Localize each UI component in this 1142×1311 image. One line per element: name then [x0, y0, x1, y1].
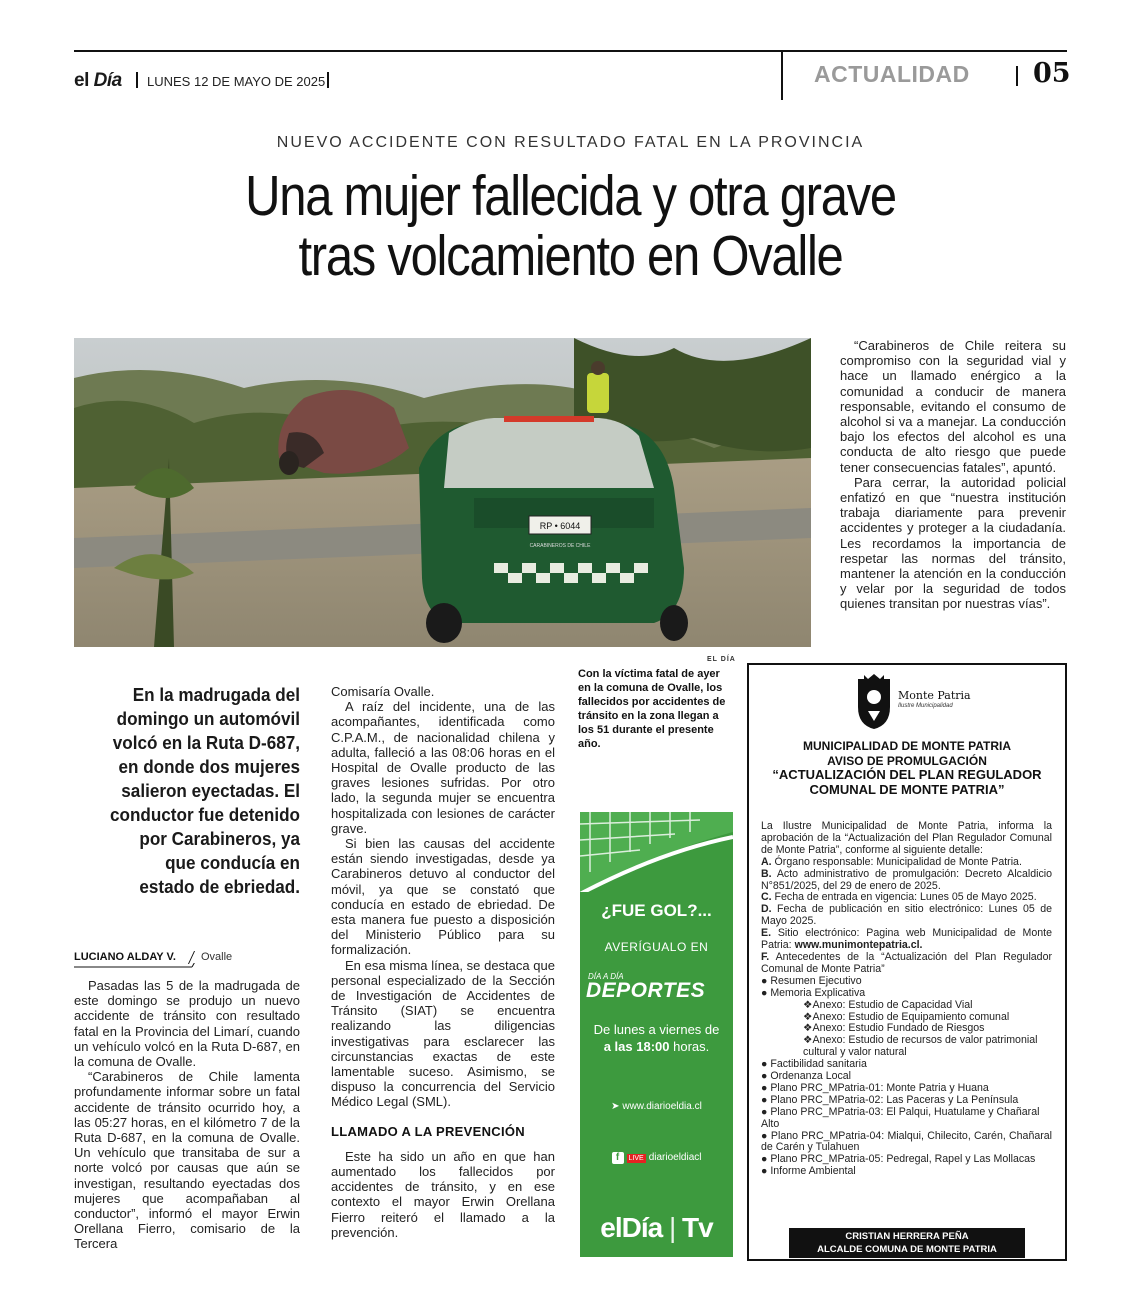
article-lead: En la madrugada del domingo un automóvil volcó en la Ruta D-687, en donde dos mujeres salieron eyectadas. El conductor fue detenido por Carabineros, ya que conducía en estado de ebriedad. — [110, 685, 301, 897]
bullet-item: ● Ordenanza Local — [761, 1070, 852, 1083]
annex-item: ❖Anexo: Estudio de Equipamiento comunal — [803, 1010, 1010, 1023]
ad-social-handle: diarioeldiacl — [648, 1152, 702, 1163]
photo-caption: Con la víctima fatal de ayer en la comuna de Ovalle, los fallecidos por accidentes de tránsito en la zona llegan a los 51 durante el presente año. — [578, 668, 726, 750]
net-graphic — [580, 812, 733, 892]
subheading: LLAMADO A LA PREVENCIÓN — [331, 1123, 525, 1139]
notice-item: F. Antecedentes de la “Actualización del Plan Regulador Comunal de Monte Patria” — [761, 950, 1052, 975]
ad-footer-brand: elDía | Tv — [600, 1212, 713, 1243]
bullet-item: ● Plano PRC_MPatria-05: Pedregal, Rapel y Las Mollacas — [761, 1153, 1036, 1166]
kicker: NUEVO ACCIDENTE CON RESULTADO FATAL EN LA PROVINCIA — [276, 134, 865, 151]
annex-item: ❖Anexo: Estudio de Capacidad Vial — [803, 998, 973, 1011]
bullet-item: ● Resumen Ejecutivo — [761, 974, 862, 987]
notice-title — [749, 739, 1065, 797]
notice-item: E. Sitio electrónico: Pagina web Municipalidad de Monte Patria: www.munimontepatria.cl. — [761, 927, 1052, 952]
paragraph: A raíz del incidente, una de las acompañantes, identificada como C.P.A.M., de nacionalidad chilena y adulta, falleció a las 08:06 horas en el Hospital de Ovalle producto de las graves lesiones sufridas. Por otro lado, la segunda mujer se encuentra hospitalizada con lesiones de carácter grave. — [331, 699, 555, 836]
issue-date: LUNES 12 DE MAYO DE 2025 — [147, 74, 326, 89]
notice-item: C. Fecha de entrada en vigencia: Lunes 05 de Mayo 2025. — [761, 891, 1037, 904]
page-number: 05 — [1033, 58, 1071, 89]
photo-credit: EL DÍA — [707, 656, 736, 663]
notice-item: D. Fecha de publicación en sitio electrónico: Lunes 05 de Mayo 2025. — [761, 903, 1052, 928]
bullet-item: ● Plano PRC_MPatria-02: Las Paceras y La Península — [761, 1093, 1019, 1106]
body-column-1 — [74, 978, 300, 1252]
byline-rule — [74, 963, 204, 977]
live-badge: LIVE — [628, 1155, 644, 1162]
annex-item: ❖Anexo: Estudio Fundado de Riesgos — [803, 1022, 985, 1035]
bullet-item: ● Informe Ambiental — [761, 1165, 856, 1178]
ad-social[interactable] — [580, 1152, 733, 1164]
ad-schedule-time: a las 18:00 — [603, 1039, 670, 1054]
facebook-icon: f — [612, 1152, 624, 1164]
headline-line-2: tras volcamiento en Ovalle — [298, 224, 843, 288]
bullet-item: ● Plano PRC_MPatria-01: Monte Patria y Huana — [761, 1081, 989, 1094]
paragraph: Para cerrar, la autoridad policial enfatizó en que “nuestra institución trabaja diariamente para prevenir accidentes y proteger a la ciudadanía. Les recordamos la importancia de respetar las normas del tránsito, mantener la atención en la conducción y velar por la seguridad de todos quienes transitan por nuestras vías”. — [840, 474, 1066, 612]
notice-item: B. Acto administrativo de promulgación: Decreto Alcaldicio N°851/2025, del 29 de enero de 2025. — [761, 867, 1053, 892]
ad-headline: ¿FUE GOL?... — [601, 901, 712, 920]
ad-schedule-text: horas. — [673, 1039, 710, 1054]
notice-website-link[interactable]: www.munimontepatria.cl. — [794, 939, 923, 952]
article-photo — [74, 338, 811, 647]
ad-website-text: www.diarioeldia.cl — [622, 1101, 702, 1112]
paragraph: “Carabineros de Chile reitera su compromiso con la seguridad vial y hace un llamado enérgico a la comunidad a conducir de manera responsable, evitando el consumo de alcohol si va a manejar. La conducción bajo los efectos del alcohol es una conducta de alto riesgo que puede tener consecuencias fatales”, apuntó. — [840, 338, 1066, 475]
bullet-item: ● Memoria Explicativa — [761, 986, 866, 999]
byline-author: LUCIANO ALDAY V. — [74, 951, 176, 963]
paragraph: Pasadas las 5 de la madrugada de este domingo se produjo un nuevo accidente de tránsito con resultado fatal en la Provincia del Limarí, cuando un vehículo volcó en la Ruta D-687, en la comuna de Ovalle. — [74, 978, 300, 1070]
notice-title-line: COMUNAL DE MONTE PATRIA” — [809, 781, 1005, 797]
paragraph: Comisaría Ovalle. — [331, 684, 435, 699]
paragraph: Este ha sido un año en que han aumentado los fallecidos por accidentes de tránsito, y en ese contexto el mayor Erwin Orellana Fierro reiteró el llamado a la prevención. — [331, 1148, 555, 1240]
bullet-item: ● Factibilidad sanitaria — [761, 1058, 867, 1071]
header-divider — [136, 72, 138, 88]
signer-name: CRISTIAN HERRERA PEÑA — [845, 1231, 969, 1242]
signer-title: ALCALDE COMUNA DE MONTE PATRIA — [817, 1244, 997, 1255]
license-plate: RP • 6044 — [539, 521, 581, 531]
bullet-item: ● Plano PRC_MPatria-03: El Palqui, Huatulame y Chañaral Alto — [761, 1105, 1040, 1130]
deportes-ad[interactable] — [580, 812, 733, 1257]
notice-title-line: AVISO DE PROMULGACIÓN — [827, 753, 987, 768]
notice-body — [761, 821, 1052, 1178]
headline-line-1: Una mujer fallecida y otra grave — [245, 164, 896, 228]
notice-title-line: “ACTUALIZACIÓN DEL PLAN REGULADOR — [772, 767, 1042, 782]
ad-schedule-text: De lunes a viernes de — [593, 1022, 720, 1037]
municipal-notice — [747, 663, 1067, 1261]
paragraph: En esa misma línea, se destaca que personal especializado de la Sección de Investigación de Accidentes de Tránsito (SIAT) se encuentra realizando las diligencias investigativas para esclarecer las circunstancias exactas de este lamentable suceso. Asimismo, se dispuso la concurrencia del Servicio Médico Legal (SML). — [331, 957, 555, 1110]
notice-item: A. Órgano responsable: Municipalidad de Monte Patria. — [761, 855, 1022, 868]
notice-intro: La Ilustre Municipalidad de Monte Patria, informa la aprobación de la “Actualización del Plan Regulador Comunal de Monte Patria”, conforme al siguiente detalle: — [761, 820, 1052, 856]
ad-brand-big: DEPORTES — [586, 979, 706, 1002]
ad-subheading: AVERÍGUALO EN — [604, 940, 709, 954]
byline-location: Ovalle — [201, 951, 233, 963]
header-divider — [1016, 66, 1018, 86]
body-column-2 — [331, 684, 555, 1240]
notice-signature — [789, 1228, 1025, 1258]
cursor-icon: ➤ — [611, 1101, 620, 1112]
paragraph: “Carabineros de Chile lamenta profundamente informar sobre un fatal accidente de tránsito ocurrido hoy, a las 05:27 horas, en el kilómetro 7 de la Ruta D-687, en la comuna de Ovalle. Un vehículo que transitaba de sur a norte volcó por causas que aún se investigan, resultando eyectadas dos mujeres que acompañaban al conductor”, informó el mayor Erwin Orellana Fierro, comisario de la Tercera — [74, 1069, 300, 1252]
notice-title-line: MUNICIPALIDAD DE MONTE PATRIA — [803, 739, 1011, 753]
quote-column — [840, 338, 1066, 612]
ad-website[interactable] — [580, 1101, 733, 1112]
header-divider — [781, 52, 783, 100]
section-label[interactable]: ACTUALIDAD — [814, 61, 970, 87]
bullet-item: ● Plano PRC_MPatria-04: Mialqui, Chilecito, Carén, Chañaral de Carén y Tulahuen — [761, 1129, 1052, 1154]
org-name: Monte Patria — [898, 689, 971, 702]
ad-schedule — [580, 1021, 733, 1055]
car-text: CARABINEROS DE CHILE — [529, 543, 591, 549]
annex-item: ❖Anexo: Estudio de recursos de valor patrimonial cultural y valor natural — [803, 1034, 1038, 1059]
paragraph: Si bien las causas del accidente están siendo investigadas, desde ya Carabineros detuvo al conductor del móvil, ya que se constató que conducía en estado de ebriedad. De esta manera fue puesto a disposición del Ministerio Público para su formalización. — [331, 836, 555, 958]
header-divider — [327, 72, 329, 88]
header-rule — [74, 50, 1067, 52]
masthead-logo[interactable]: el Día — [74, 70, 122, 91]
crest-icon — [854, 673, 894, 731]
ad-brand-small: DÍA A DÍA — [588, 972, 624, 981]
headline — [144, 166, 998, 286]
org-subtitle: Ilustre Municipalidad — [898, 703, 953, 709]
